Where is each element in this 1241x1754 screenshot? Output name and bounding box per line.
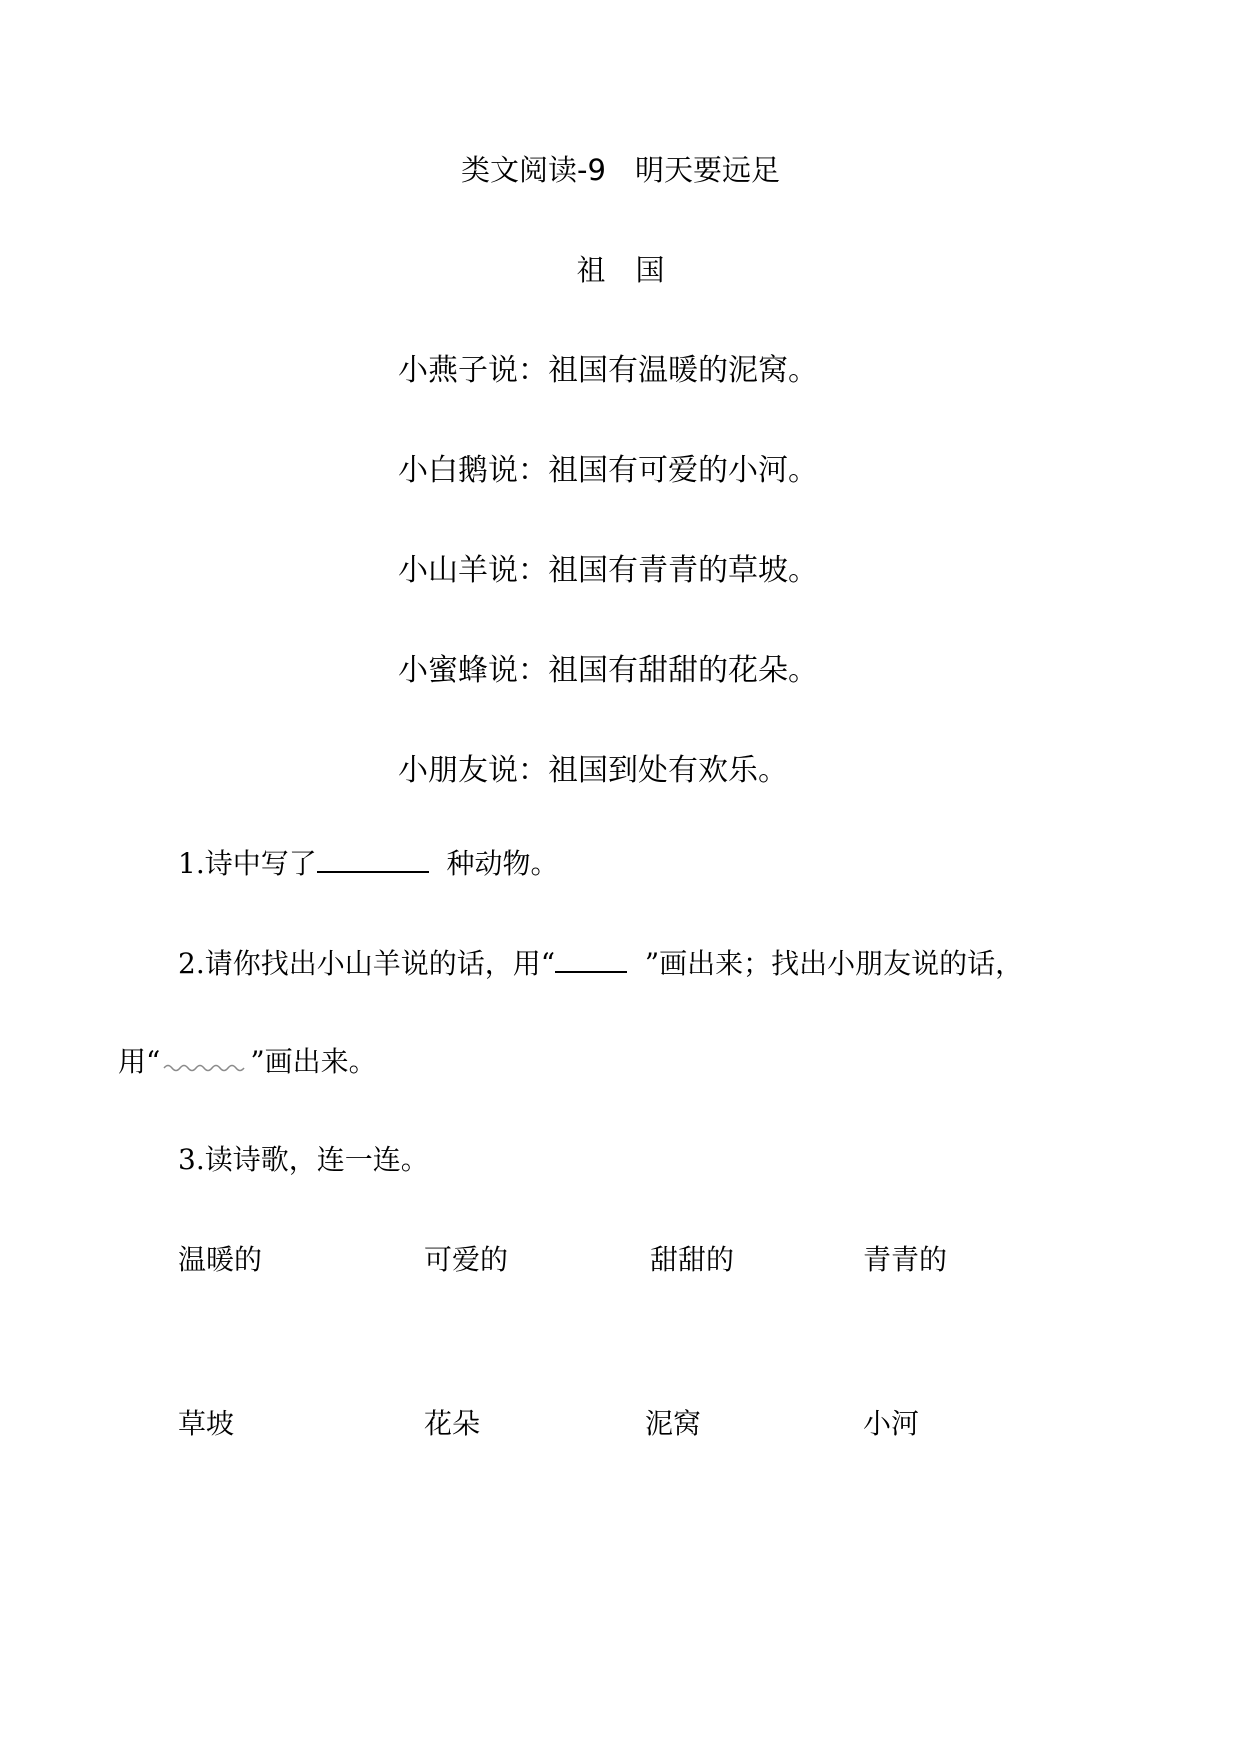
question-2-line-2: [118, 1040, 377, 1080]
question-1: [178, 842, 559, 882]
question-2-text: ”画出来。: [250, 1045, 377, 1078]
question-2-line-1: [178, 942, 1023, 982]
match-word-bottom[interactable]: 泥窝: [645, 1407, 702, 1440]
page-title: 类文阅读-9 明天要远足: [461, 153, 780, 187]
poem-line: 小朋友说：祖国到处有欢乐。: [398, 753, 788, 788]
answer-blank-1[interactable]: [317, 870, 429, 873]
question-1-suffix: 种动物。: [446, 847, 559, 880]
poem-line: 小燕子说：祖国有温暖的泥窝。: [398, 353, 818, 388]
poem-title: 祖国: [576, 253, 695, 287]
question-1-prefix: 1.诗中写了: [178, 847, 317, 880]
match-word-bottom[interactable]: 小河: [863, 1407, 920, 1440]
straight-line-sample: [555, 970, 627, 973]
poem-line: 小白鹅说：祖国有可爱的小河。: [398, 453, 818, 488]
match-word-top[interactable]: 可爱的: [424, 1243, 509, 1276]
question-2-text: ”画出来；找出小朋友说的话，: [644, 947, 1024, 980]
poem-line: 小山羊说：祖国有青青的草坡。: [398, 553, 818, 588]
match-word-bottom[interactable]: 花朵: [424, 1407, 481, 1440]
match-word-top[interactable]: 青青的: [863, 1243, 948, 1276]
question-2-text: 用“: [118, 1045, 161, 1078]
wavy-line-sample: [160, 1059, 250, 1073]
question-3: 3.读诗歌，连一连。: [178, 1143, 429, 1176]
poem-line: 小蜜蜂说：祖国有甜甜的花朵。: [398, 653, 818, 688]
match-word-bottom[interactable]: 草坡: [178, 1407, 235, 1440]
question-2-text: 2.请你找出小山羊说的话，用“: [178, 947, 556, 980]
match-word-top[interactable]: 甜甜的: [650, 1243, 735, 1276]
match-word-top[interactable]: 温暖的: [178, 1243, 263, 1276]
